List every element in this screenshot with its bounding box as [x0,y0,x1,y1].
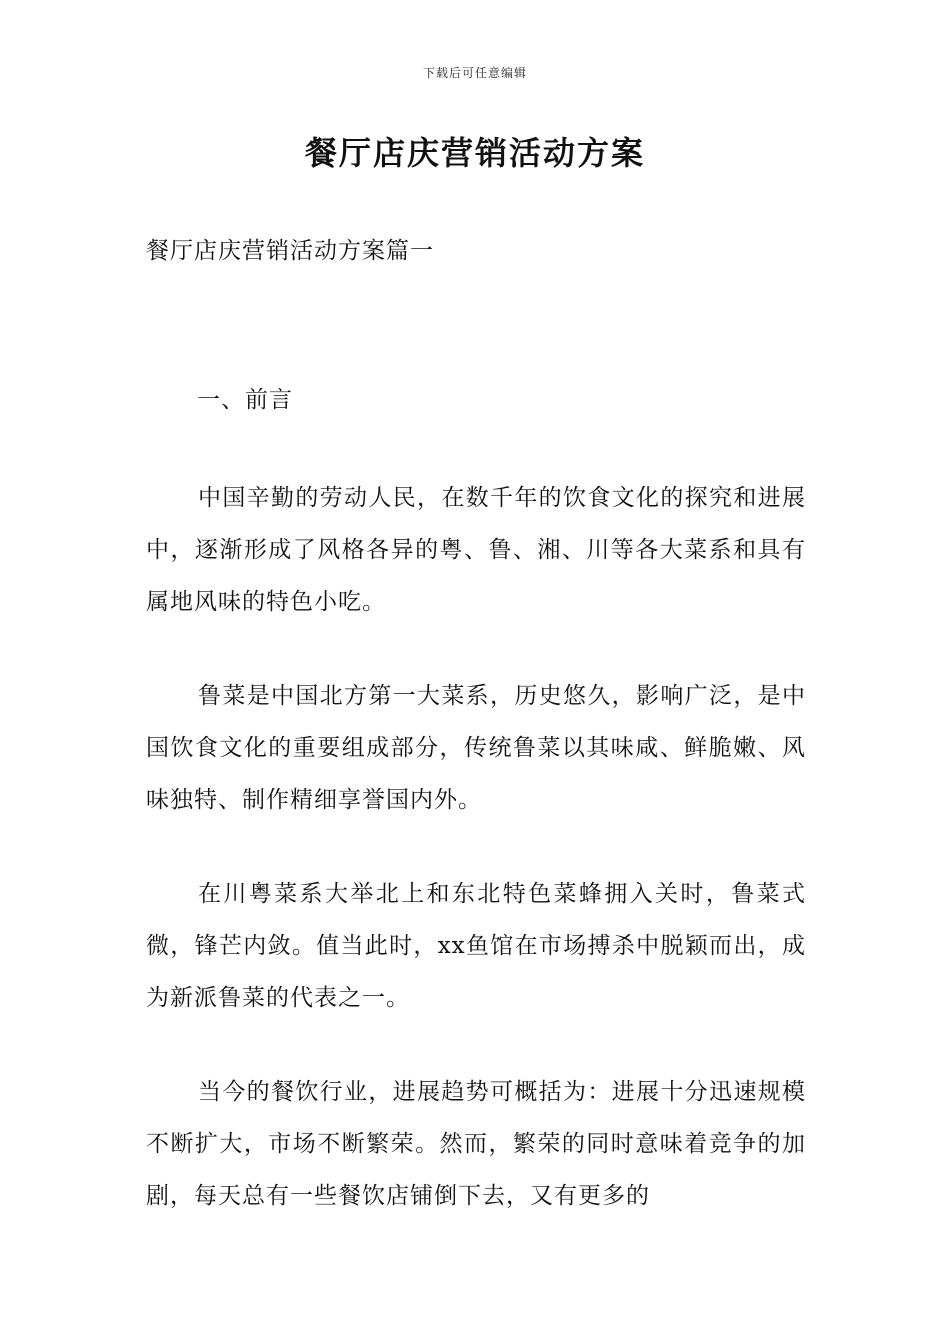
section-heading-preface: 一、前言 [197,387,293,413]
paragraph-2: 鲁菜是中国北方第一大菜系，历史悠久，影响广泛，是中国饮食文化的重要组成部分，传统鲁菜以其味咸、鲜脆嫩、风味独特、制作精细享誉国内外。 [146,683,806,813]
header-note: 下载后可任意编辑 [422,66,527,80]
paragraph-1: 中国辛勤的劳动人民，在数千年的饮食文化的探究和进展中，逐渐形成了风格各异的粤、鲁、湘、川等各大菜系和具有属地风味的特色小吃。 [146,485,806,615]
paragraph-3: 在川粤菜系大举北上和东北特色菜蜂拥入关时，鲁菜式微，锋芒内敛。值当此时，xx鱼馆在市场搏杀中脱颖而出，成为新派鲁菜的代表之一。 [146,881,806,1011]
document-title: 餐厅店庆营销活动方案 [304,134,645,172]
paragraph-4: 当今的餐饮行业，进展趋势可概括为：进展十分迅速规模不断扩大，市场不断繁荣。然而，繁荣的同时意味着竞争的加剧，每天总有一些餐饮店铺倒下去，又有更多的 [146,1079,806,1209]
document-subtitle: 餐厅店庆营销活动方案篇一 [146,238,434,264]
